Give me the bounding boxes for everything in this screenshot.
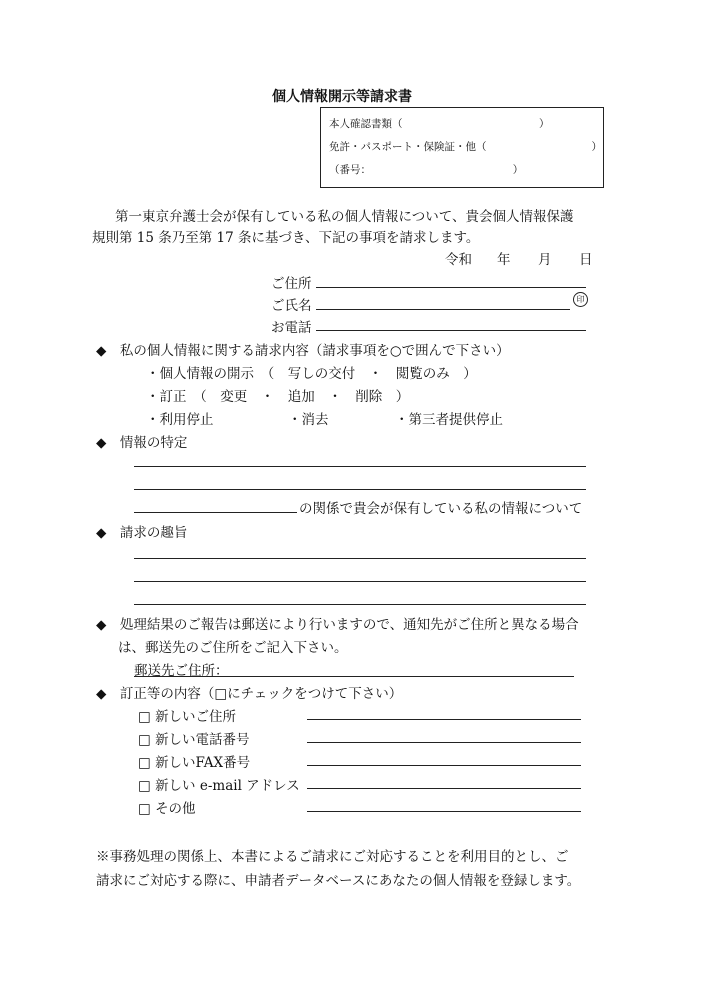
correction-item-address[interactable] (138, 705, 236, 725)
new-address-field[interactable] (307, 719, 581, 720)
name-field[interactable] (316, 309, 570, 310)
mailing-address-field[interactable] (134, 676, 574, 677)
identify-field-1[interactable] (134, 466, 586, 467)
checkbox[interactable]: □ (138, 732, 151, 748)
date-year-field[interactable]: 年 (497, 252, 511, 268)
option-third-party-stop[interactable]: ・第三者提供停止 (395, 412, 503, 428)
correction-item-label: その他 (155, 801, 196, 817)
intro-line-1: 第一東京弁護士会が保有している私の個人情報について、貴会個人情報保護 (115, 209, 574, 225)
checkbox[interactable]: □ (138, 801, 151, 817)
phone-label: お電話 (271, 320, 312, 336)
new-email-field[interactable] (307, 788, 581, 789)
purpose-field-2[interactable] (134, 581, 586, 582)
date-era: 令和 (445, 252, 472, 268)
correction-item-fax[interactable] (138, 751, 250, 771)
new-phone-field[interactable] (307, 742, 581, 743)
document-title: 個人情報開示等請求書 (272, 89, 412, 105)
checkbox[interactable]: □ (138, 778, 151, 794)
correction-item-email[interactable] (138, 774, 300, 794)
new-fax-field[interactable] (307, 765, 581, 766)
identify-field-2[interactable] (134, 489, 586, 490)
checkbox[interactable]: □ (138, 755, 151, 771)
address-field[interactable] (316, 287, 586, 288)
purpose-field-1[interactable] (134, 558, 586, 559)
identify-heading: ◆ 情報の特定 (96, 435, 188, 451)
option-correct[interactable]: ・訂正 （ 変更 ・ 追加 ・ 削除 ） (146, 389, 410, 405)
correction-heading: ◆ 訂正等の内容（□にチェックをつけて下さい） (96, 686, 403, 702)
identify-suffix: の関係で貴会が保有している私の情報について (299, 501, 583, 517)
result-notice-line-1: ◆ 処理結果のご報告は郵送により行いますので、通知先がご住所と異なる場合 (96, 617, 579, 633)
identify-field-3[interactable] (134, 512, 297, 513)
correction-item-label: 新しいFAX番号 (155, 755, 251, 771)
address-label: ご住所 (271, 276, 312, 292)
correction-item-phone[interactable] (138, 728, 250, 748)
mailing-address-label: 郵送先ご住所： (134, 663, 229, 679)
id-document-type-line[interactable]: 本人確認書類（ ） (329, 118, 550, 130)
date-month-field[interactable]: 月 (538, 252, 552, 268)
purpose-heading: ◆ 請求の趣旨 (96, 525, 188, 541)
option-stop-use[interactable]: ・利用停止 (146, 412, 214, 428)
footnote-line-1: ※事務処理の関係上、本書によるご請求にご対応することを利用目的とし、ご (96, 849, 569, 865)
footnote-line-2: 請求にご対応する際に、申請者データベースにあなたの個人情報を登録します。 (96, 873, 581, 889)
option-disclose[interactable]: ・個人情報の開示 （ 写しの交付 ・ 閲覧のみ ） (146, 366, 477, 382)
checkbox[interactable]: □ (138, 709, 151, 725)
intro-line-2: 規則第 15 条乃至第 17 条に基づき、下記の事項を請求します。 (92, 230, 480, 246)
result-notice-line-2: は、郵送先のご住所をご記入下さい。 (118, 640, 348, 656)
date-day-field[interactable]: 日 (579, 252, 593, 268)
option-erase[interactable]: ・消去 (288, 412, 329, 428)
seal-mark: 印 (573, 292, 588, 307)
correction-item-label: 新しいご住所 (155, 709, 237, 725)
correction-item-label: 新しい e-mail アドレス (155, 778, 300, 794)
id-document-kind-line[interactable]: 免許・パスポート・保険証・他（ ） (329, 141, 602, 153)
correction-item-label: 新しい電話番号 (155, 732, 250, 748)
id-document-number-line[interactable]: （番号： ） (329, 164, 524, 176)
purpose-field-3[interactable] (134, 604, 586, 605)
other-field[interactable] (307, 811, 581, 812)
request-heading: ◆ 私の個人情報に関する請求内容（請求事項を○で囲んで下さい） (96, 343, 510, 359)
phone-field[interactable] (316, 330, 586, 331)
correction-item-other[interactable] (138, 797, 196, 817)
name-label: ご氏名 (271, 298, 312, 314)
